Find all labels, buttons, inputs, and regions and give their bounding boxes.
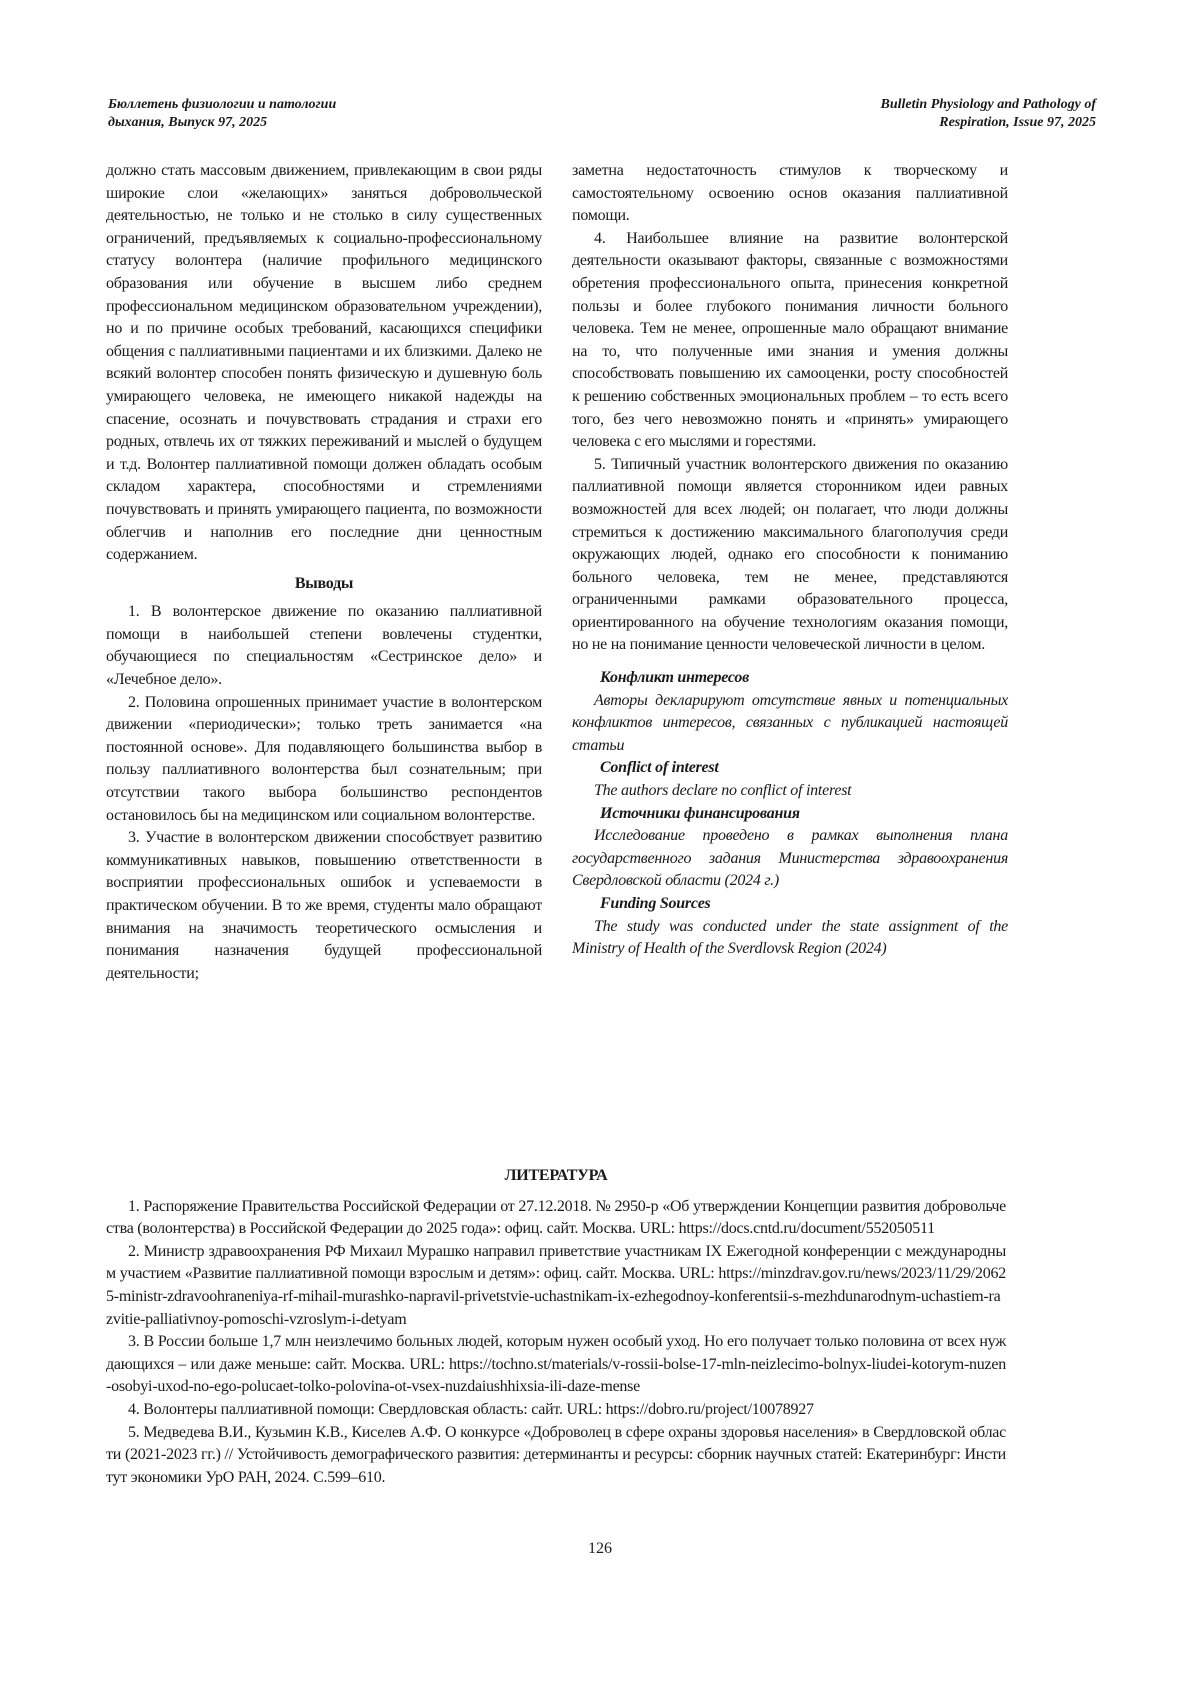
conclusion-item: 4. Наибольшее влияние на развитие волонтерской деятельности оказывают факторы, связанные с возможностями обретения профессионального опыта, принесения конкретной пользы и более глубокого понимания личности больного человека. Тем не менее, опрошенные мало обращают внимание на то, что полученные ими знания и умения должны способствовать повышению их самооценки, росту способностей к решению собственных эмоциональных проблем – то есть всего того, без чего невозможно понять и «принять» умирающего человека с его мыслями и горестями. (572, 228, 1008, 454)
references-section (106, 1165, 1006, 1489)
coi-en-text: The authors declare no conflict of interest (572, 780, 1008, 803)
conclusion-item: 3. Участие в волонтерском движении способствует развитию коммуникативных навыков, повышению ответственности в восприятии профессиональных ошибок и успеваемости в практическом обучении. В то же время, студенты мало обращают внимания на значимость теоретического осмысления и понимания назначения будущей профессиональной деятельности; (106, 827, 542, 985)
coi-ru-text: Авторы декларируют отсутствие явных и потенциальных конфликтов интересов, связанных с публикацией настоящей статьи (572, 690, 1008, 758)
references-heading: ЛИТЕРАТУРА (106, 1165, 1006, 1188)
reference-item: 5. Медведева В.И., Кузьмин К.В., Киселев А.Ф. О конкурсе «Доброволец в сфере охраны здоровья населения» в Свердловской области (2021-2023 гг.) // Устойчивость демографического развития: детерминанты и ресурсы: сборник научных статей: Екатеринбург: Институт экономики УрО РАН, 2024. С.599–610. (106, 1422, 1006, 1490)
funding-ru-text: Исследование проведено в рамках выполнения плана государственного задания Министерства здравоохранения Свердловской области (2024 г.) (572, 825, 1008, 893)
conclusions-heading: Выводы (106, 573, 542, 596)
conclusion-item: 5. Типичный участник волонтерского движения по оказанию паллиативной помощи является сторонником идеи равных возможностей для всех людей; он полагает, что люди должны стремиться к достижению максимального благополучия среди окружающих людей, однако его способности к пониманию больного человека, тем не менее, представляются ограниченными рамками образовательного процесса, ориентированного на обучение технологиям оказания помощи, но не на понимание ценности человеческой личности в целом. (572, 454, 1008, 657)
funding-ru-title: Источники финансирования (572, 803, 1008, 826)
reference-item: 2. Министр здравоохранения РФ Михаил Мурашко направил приветствие участникам IX Ежегодной конференции с международным участием «Развитие паллиативной помощи взрослым и детям»: офиц. сайт. Москва. URL: https://minzdrav.gov.ru/news/2023/11/29/20625-ministr-zdravoohraneniya-rf-mihail-murashko-napravil-privetstvie-uchastnikam-ix-ezhegodnoy-konferentsii-s-mezhdunarodnym-uchastiem-razvitie-palliativnoy-pomoschi-vzroslym-i-detyam (106, 1241, 1006, 1331)
funding-en-text: The study was conducted under the state assignment of the Ministry of Health of the Sverdlovsk Region (2024) (572, 916, 1008, 961)
document-page (0, 0, 1200, 1697)
coi-ru-title: Конфликт интересов (572, 667, 1008, 690)
funding-en-title: Funding Sources (572, 893, 1008, 916)
header-line: Бюллетень физиологии и патологии (108, 96, 336, 114)
header-line: Respiration, Issue 97, 2025 (881, 114, 1096, 132)
paragraph: заметна недостаточность стимулов к творческому и самостоятельному освоению основ оказания паллиативной помощи. (572, 160, 1008, 228)
journal-header-en (881, 96, 1096, 132)
paragraph: должно стать массовым движением, привлекающим в свои ряды широкие слои «желающих» заняться добровольческой деятельностью, не только и не столько в силу существенных ограничений, предъявляемых к социально-профессиональному статусу волонтера (наличие профильного медицинского образования или обучение в высшем либо среднем профессиональном медицинском образовательном учреждении), но и по причине особых требований, касающихся специфики общения с паллиативными пациентами и их близкими. Далеко не всякий волонтер способен понять физическую и душевную боль умирающего человека, не имеющего никакой надежды на спасение, осознать и почувствовать страдания и страхи его родных, отвлечь их от тяжких переживаний и мыслей о будущем и т.д. Волонтер паллиативной помощи должен обладать особым складом характера, способностями и стремлениями почувствовать и принять умирающего пациента, по возможности облегчив и наполнив его последние дни ценностным содержанием. (106, 160, 542, 567)
coi-en-title: Conflict of interest (572, 757, 1008, 780)
conclusion-item: 2. Половина опрошенных принимает участие в волонтерском движении «периодически»; только треть занимается «на постоянной основе». Для подавляющего большинства выбор в пользу паллиативного волонтерства был сознательным; при отсутствии такого выбора большинство респондентов остановилось бы на медицинском или социальном волонтерстве. (106, 692, 542, 828)
header-line: дыхания, Выпуск 97, 2025 (108, 114, 336, 132)
reference-item: 4. Волонтеры паллиативной помощи: Свердловская область: сайт. URL: https://dobro.ru/project/10078927 (106, 1399, 1006, 1422)
page-number: 126 (0, 1540, 1200, 1558)
conclusion-item: 1. В волонтерское движение по оказанию паллиативной помощи в наибольшей степени вовлечены студентки, обучающиеся по специальностям «Сестринское дело» и «Лечебное дело». (106, 601, 542, 691)
reference-item: 1. Распоряжение Правительства Российской Федерации от 27.12.2018. № 2950-р «Об утверждении Концепции развития добровольчества (волонтерства) в Российской Федерации до 2025 года»: офиц. сайт. Москва. URL: https://docs.cntd.ru/document/552050511 (106, 1196, 1006, 1241)
header-line: Bulletin Physiology and Pathology of (881, 96, 1096, 114)
reference-item: 3. В России больше 1,7 млн неизлечимо больных людей, которым нужен особый уход. Но его получает только половина от всех нуждающихся – или даже меньше: сайт. Москва. URL: https://tochno.st/materials/v-rossii-bolse-17-mln-neizlecimo-bolnyx-liudei-kotorym-nuzen-osobyi-uxod-no-ego-polucaet-tolko-polovina-ot-vsex-nuzdaiushhixsia-ili-daze-mense (106, 1331, 1006, 1399)
right-column (572, 160, 1008, 961)
journal-header-ru (108, 96, 336, 132)
left-column (106, 160, 542, 985)
